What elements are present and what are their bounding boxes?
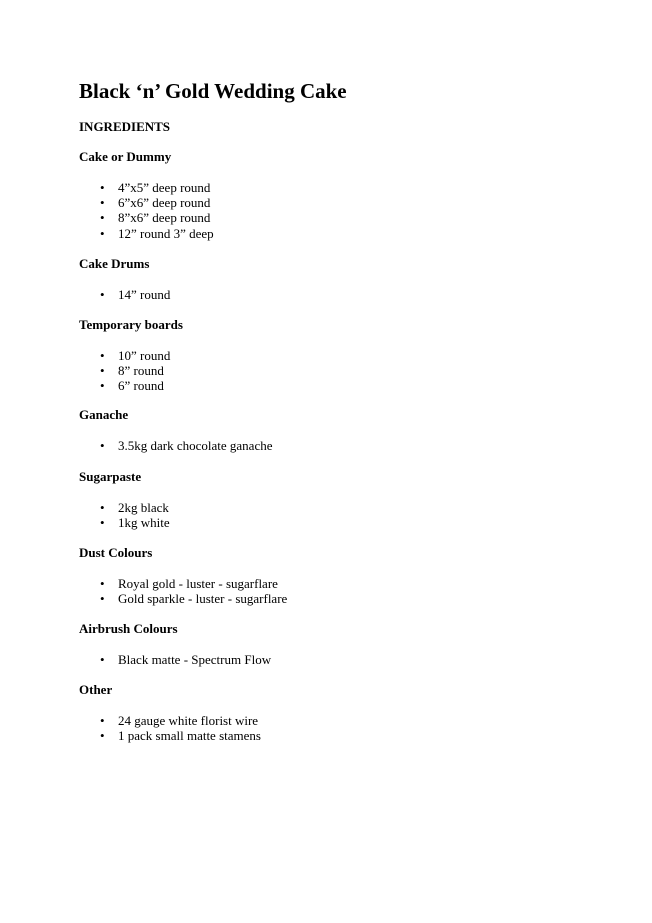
bullet-icon: • [100,728,105,743]
section-heading: Ganache [79,407,129,422]
list-item-text: 1 pack small matte stamens [118,728,261,743]
bullet-icon: • [100,210,105,225]
bullet-icon: • [100,713,105,728]
bullet-icon: • [100,378,105,393]
bullet-icon: • [100,348,105,363]
list-item-text: 6” round [118,378,164,393]
list-item-text: 2kg black [118,500,169,515]
list-item-text: 14” round [118,287,171,302]
section-heading: Cake Drums [79,256,150,271]
list-item-text: 10” round [118,348,171,363]
bullet-icon: • [100,180,105,195]
list-item-text: 24 gauge white florist wire [118,713,259,728]
document-title: Black ‘n’ Gold Wedding Cake [79,79,347,103]
bullet-icon: • [100,438,105,453]
bullet-icon: • [100,226,105,241]
bullet-icon: • [100,576,105,591]
bullet-icon: • [100,591,105,606]
section-heading: Airbrush Colours [79,621,178,636]
list-item-text: 8” round [118,363,164,378]
list-item-text: 1kg white [118,515,170,530]
bullet-icon: • [100,363,105,378]
list-item-text: 8”x6” deep round [118,210,211,225]
list-item-text: 4”x5” deep round [118,180,211,195]
list-item-text: Gold sparkle - luster - sugarflare [118,591,288,606]
list-item-text: 12” round 3” deep [118,226,214,241]
bullet-icon: • [100,287,105,302]
ingredients-heading: INGREDIENTS [79,119,171,134]
section-heading: Sugarpaste [79,469,142,484]
section-heading: Dust Colours [79,545,153,560]
list-item-text: 3.5kg dark chocolate ganache [118,438,273,453]
list-item-text: 6”x6” deep round [118,195,211,210]
bullet-icon: • [100,500,105,515]
list-item-text: Black matte - Spectrum Flow [118,652,272,667]
section-heading: Cake or Dummy [79,149,172,164]
section-heading: Other [79,682,113,697]
bullet-icon: • [100,195,105,210]
bullet-icon: • [100,515,105,530]
list-item-text: Royal gold - luster - sugarflare [118,576,278,591]
bullet-icon: • [100,652,105,667]
section-heading: Temporary boards [79,317,183,332]
